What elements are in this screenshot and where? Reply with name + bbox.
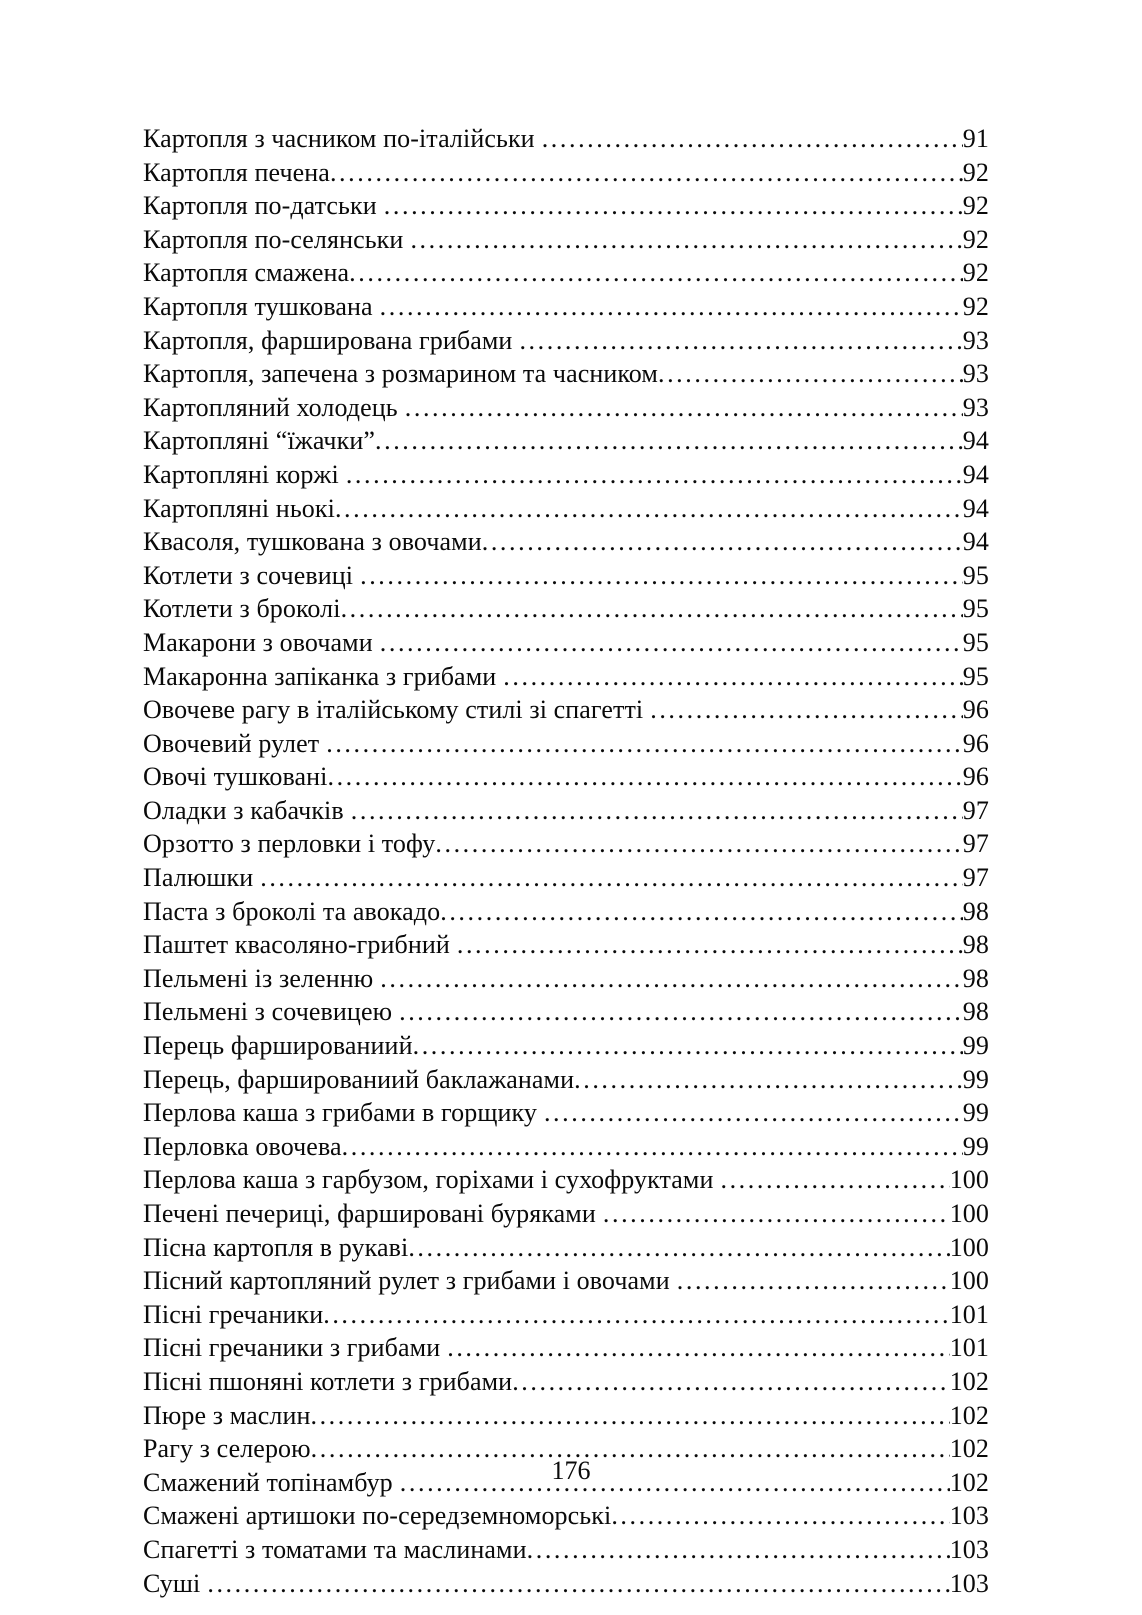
toc-entry-title: Пельмені з сочевицею (143, 997, 393, 1027)
toc-dot-leader (542, 122, 963, 156)
toc-entry-page-number: 97 (962, 863, 989, 893)
toc-entry[interactable] (143, 1096, 989, 1130)
toc-entry-page-number: 93 (962, 392, 989, 422)
toc-entry-title: Перлова каша з гарбузом, горіхами і сухофруктами (143, 1165, 714, 1195)
toc-entry[interactable] (143, 1567, 989, 1601)
toc-entry-title: Картопляні “їжачки” (143, 426, 375, 456)
toc-entry-page-number: 94 (962, 493, 989, 523)
toc-entry[interactable] (143, 727, 989, 761)
toc-entry-title: Картопля, фарширована грибами (143, 325, 513, 355)
toc-entry-page-number: 98 (962, 963, 989, 993)
toc-entry[interactable] (143, 424, 989, 458)
toc-entry-page-number: 100 (949, 1199, 989, 1228)
toc-entry[interactable] (143, 1231, 989, 1265)
toc-entry-page-number: 102 (949, 1366, 989, 1396)
toc-entry-title: Паста з броколі та авокадо (143, 896, 441, 926)
toc-dot-leader (360, 559, 963, 593)
toc-dot-leader (384, 189, 963, 223)
toc-entry-page-number: 91 (962, 124, 989, 153)
toc-entry[interactable] (143, 794, 989, 828)
toc-entry-page-number: 92 (962, 258, 989, 288)
toc-entry-page-number: 101 (949, 1299, 989, 1329)
toc-dot-leader (482, 525, 963, 559)
toc-entry-title: Оладки з кабачків (143, 795, 344, 825)
toc-entry[interactable] (143, 995, 989, 1029)
toc-entry-title: Котлети з сочевиці (143, 560, 354, 590)
toc-entry[interactable] (143, 861, 989, 895)
toc-entry[interactable] (143, 760, 989, 794)
toc-entry-page-number: 95 (962, 627, 989, 657)
toc-entry-title: Макарони з овочами (143, 627, 373, 657)
toc-dot-leader (677, 1264, 950, 1298)
toc-entry-page-number: 102 (949, 1400, 989, 1430)
toc-entry-title: Картопля по-селянськи (143, 224, 404, 254)
toc-dot-leader (323, 1298, 949, 1332)
toc-entry-page-number: 92 (962, 291, 989, 321)
toc-dot-leader (519, 324, 962, 358)
toc-entry[interactable] (143, 1331, 989, 1365)
toc-entry-title: Перловка овочева (143, 1131, 342, 1161)
toc-entry-title: Овочеве рагу в італійському стилі зі спагетті (143, 695, 644, 725)
toc-entry[interactable] (143, 928, 989, 962)
toc-entry[interactable] (143, 1130, 989, 1164)
toc-entry-title: Овочі тушковані (143, 762, 328, 792)
toc-dot-leader (658, 357, 963, 391)
toc-dot-leader (330, 156, 963, 190)
toc-entry-page-number: 99 (962, 1031, 989, 1061)
toc-dot-leader (399, 995, 963, 1029)
toc-entry-page-number: 97 (962, 795, 989, 825)
toc-entry-page-number: 96 (962, 762, 989, 792)
toc-dot-leader (457, 928, 963, 962)
toc-dot-leader (380, 962, 963, 996)
toc-entry-title: Картопля тушкована (143, 291, 373, 321)
toc-dot-leader (503, 660, 963, 694)
toc-dot-leader (380, 290, 963, 324)
toc-entry-page-number: 95 (962, 560, 989, 590)
toc-dot-leader (512, 1365, 950, 1399)
toc-entry-title: Картопляні коржі (143, 459, 339, 489)
toc-entry-title: Паштет квасоляно-грибний (143, 930, 450, 960)
toc-entry-title: Картопля смажена (143, 258, 350, 288)
toc-entry-title: Квасоля, тушкована з овочами (143, 527, 482, 557)
toc-entry[interactable] (143, 525, 989, 559)
toc-dot-leader (351, 794, 963, 828)
toc-dot-leader (574, 1063, 963, 1097)
toc-entry[interactable] (143, 626, 989, 660)
toc-entry-title: Овочевий рулет (143, 728, 320, 758)
toc-entry[interactable] (143, 895, 989, 929)
toc-entry-page-number: 103 (949, 1501, 989, 1531)
toc-dot-leader (342, 1130, 963, 1164)
toc-entry[interactable] (143, 290, 989, 324)
toc-entry[interactable] (143, 559, 989, 593)
toc-entry-page-number: 102 (949, 1434, 989, 1464)
toc-dot-leader (611, 1499, 949, 1533)
toc-entry-page-number: 98 (962, 896, 989, 926)
toc-entry-title: Котлети з броколі (143, 594, 341, 624)
toc-entry-title: Пісні гречаники з грибами (143, 1333, 441, 1363)
toc-dot-leader (349, 256, 963, 290)
toc-entry[interactable] (143, 223, 989, 257)
toc-entry-title: Смажені артишоки по-середземноморські (143, 1501, 612, 1531)
toc-entry-title: Орзотто з перловки і тофу (143, 829, 436, 859)
toc-dot-leader (527, 1533, 950, 1567)
toc-dot-leader (435, 827, 962, 861)
toc-entry-title: Суші (143, 1568, 201, 1598)
toc-entry[interactable] (143, 391, 989, 425)
toc-entry-page-number: 100 (949, 1165, 989, 1195)
toc-entry-page-number: 96 (962, 728, 989, 758)
toc-entry-page-number: 99 (962, 1064, 989, 1094)
toc-entry[interactable] (143, 458, 989, 492)
footer-page-number: 176 (551, 1456, 591, 1485)
toc-entry-page-number: 92 (962, 224, 989, 254)
toc-dot-leader (326, 727, 963, 761)
toc-entry[interactable] (143, 1533, 989, 1567)
toc-entry-page-number: 97 (962, 829, 989, 859)
toc-entry[interactable] (143, 324, 989, 358)
toc-entry-page-number: 100 (949, 1232, 989, 1262)
toc-entry-title: Пельмені із зеленню (143, 963, 374, 993)
toc-dot-leader (603, 1197, 950, 1231)
toc-entry[interactable] (143, 1029, 989, 1063)
toc-entry[interactable] (143, 357, 989, 391)
toc-entry-title: Макаронна запіканка з грибами (143, 661, 497, 691)
toc-entry[interactable] (143, 1365, 989, 1399)
toc-entry-title: Пісний картопляний рулет з грибами і овочами (143, 1266, 670, 1296)
toc-entry-title: Пісні пшоняні котлети з грибами (143, 1366, 513, 1396)
toc-dot-leader (341, 592, 963, 626)
toc-dot-leader (650, 693, 963, 727)
toc-dot-leader (544, 1096, 963, 1130)
toc-entry-page-number: 98 (962, 997, 989, 1027)
toc-entry-page-number: 100 (949, 1266, 989, 1296)
toc-entry-title: Перець фаршированиий (143, 1031, 413, 1061)
toc-dot-leader (413, 1029, 963, 1063)
toc-entry[interactable] (143, 256, 989, 290)
toc-dot-leader (440, 895, 963, 929)
toc-entry-title: Смажений топінамбур (143, 1467, 393, 1497)
toc-dot-leader (720, 1163, 949, 1197)
toc-entry[interactable] (143, 1499, 989, 1533)
toc-entry-page-number: 99 (962, 1098, 989, 1128)
toc-entry-title: Печені печериці, фаршировані буряками (143, 1199, 596, 1228)
toc-entry-page-number: 95 (962, 661, 989, 691)
toc-entry[interactable] (143, 492, 989, 526)
toc-dot-leader (447, 1331, 949, 1365)
toc-entry-page-number: 103 (949, 1534, 989, 1564)
toc-entry-title: Пюре з маслин (143, 1400, 311, 1430)
toc-dot-leader (375, 424, 963, 458)
toc-entry[interactable] (143, 1063, 989, 1097)
toc-entry-title: Пісна картопля в рукаві (143, 1232, 409, 1262)
toc-entry-title: Перець, фаршированиий баклажанами (143, 1064, 575, 1094)
toc-entry-page-number: 94 (962, 426, 989, 456)
toc-entry-page-number: 102 (949, 1467, 989, 1497)
toc-entry-title: Картопля по-датськи (143, 191, 377, 221)
toc-entry[interactable] (143, 592, 989, 626)
toc-entry-title: Перлова каша з грибами в горщику (143, 1098, 537, 1128)
table-of-contents (143, 122, 989, 1600)
toc-dot-leader (260, 861, 963, 895)
toc-entry-page-number: 99 (962, 1131, 989, 1161)
toc-entry[interactable] (143, 827, 989, 861)
toc-dot-leader (408, 1231, 949, 1265)
toc-entry[interactable] (143, 1163, 989, 1197)
toc-entry-title: Спагетті з томатами та маслинами (143, 1534, 527, 1564)
toc-entry-page-number: 92 (962, 191, 989, 221)
toc-entry-title: Картопля, запечена з розмарином та часником (143, 359, 658, 389)
toc-dot-leader (410, 223, 962, 257)
toc-entry-title: Палюшки (143, 863, 254, 893)
toc-entry[interactable] (143, 962, 989, 996)
toc-entry-page-number: 94 (962, 459, 989, 489)
toc-entry[interactable] (143, 1264, 989, 1298)
toc-entry[interactable] (143, 122, 989, 156)
toc-entry-title: Картопля печена (143, 157, 330, 187)
toc-entry[interactable] (143, 1399, 989, 1433)
toc-entry-title: Рагу з селерою (143, 1434, 311, 1464)
toc-entry[interactable] (143, 1298, 989, 1332)
toc-entry-page-number: 101 (949, 1333, 989, 1363)
toc-entry-title: Картопляний холодець (143, 392, 398, 422)
toc-dot-leader (335, 492, 963, 526)
toc-entry-page-number: 93 (962, 359, 989, 389)
toc-entry[interactable] (143, 693, 989, 727)
toc-entry-page-number: 93 (962, 325, 989, 355)
toc-entry-page-number: 94 (962, 527, 989, 557)
toc-entry[interactable] (143, 189, 989, 223)
page-footer (0, 1455, 1142, 1487)
toc-entry[interactable] (143, 156, 989, 190)
toc-entry-page-number: 92 (962, 157, 989, 187)
toc-entry[interactable] (143, 1197, 989, 1231)
toc-entry-title: Картопляні ньокі (143, 493, 335, 523)
toc-entry-page-number: 103 (949, 1568, 989, 1598)
toc-entry-title: Картопля з часником по-італійськи (143, 124, 535, 153)
toc-dot-leader (346, 458, 963, 492)
toc-dot-leader (310, 1399, 949, 1433)
toc-dot-leader (405, 391, 963, 425)
toc-dot-leader (380, 626, 963, 660)
toc-dot-leader (327, 760, 962, 794)
toc-dot-leader (207, 1567, 949, 1601)
toc-entry-page-number: 95 (962, 594, 989, 624)
toc-entry-page-number: 96 (962, 695, 989, 725)
toc-entry-page-number: 98 (962, 930, 989, 960)
toc-entry[interactable] (143, 660, 989, 694)
toc-entry-title: Пісні гречаники (143, 1299, 324, 1329)
